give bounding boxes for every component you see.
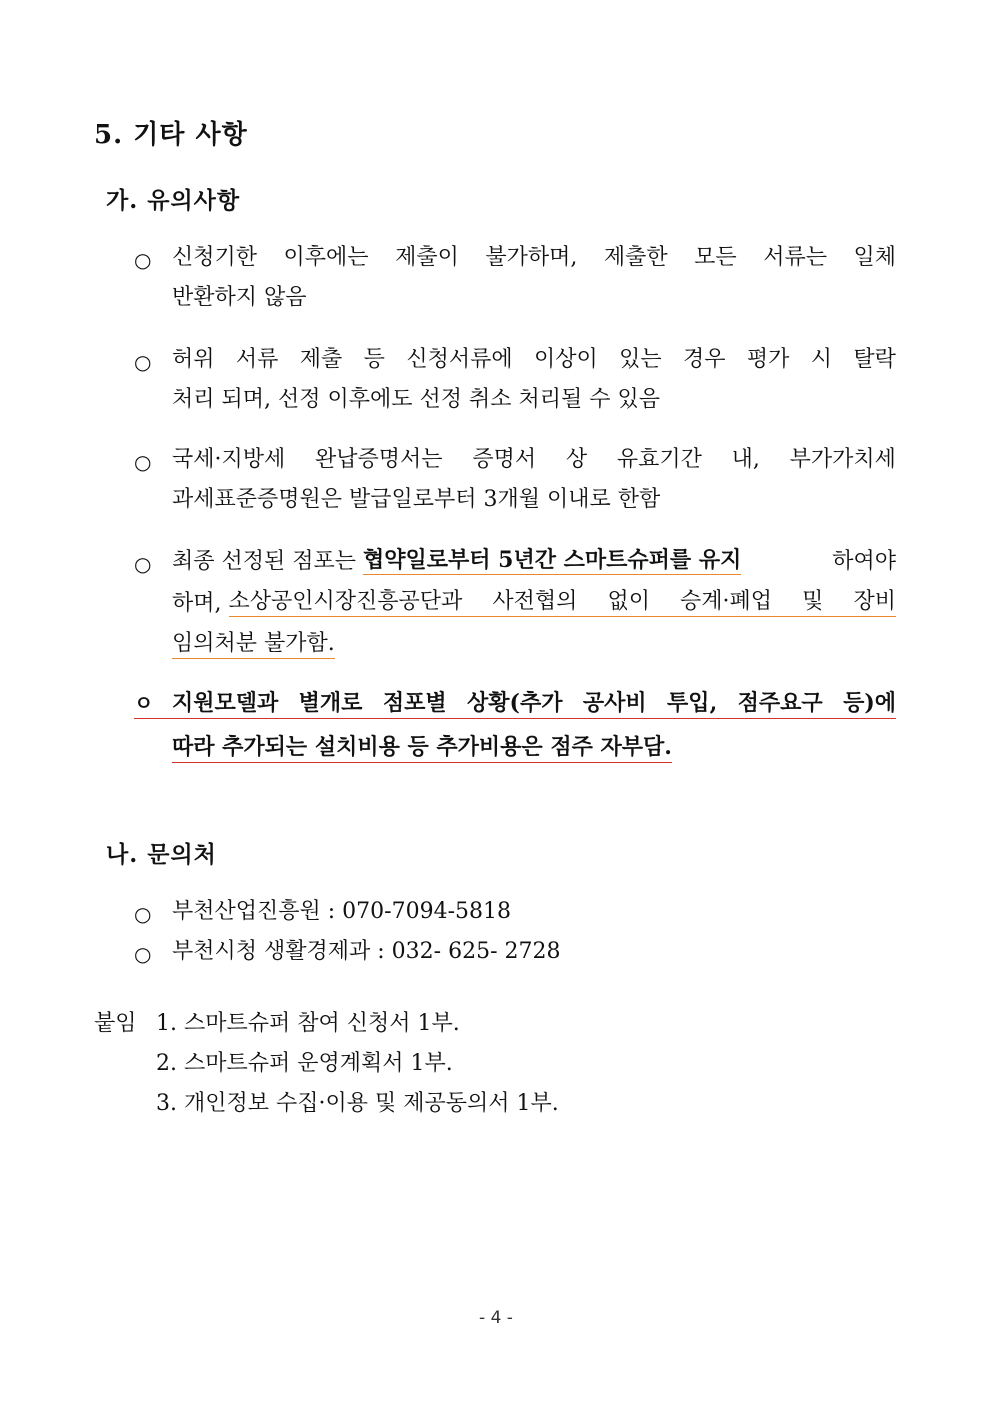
contact-item-2: 부천시청 생활경제과 : 032- 625- 2728 [172, 939, 561, 964]
notice-item-2-line2: 처리 되며, 선정 이후에도 선정 취소 처리될 수 있음 [172, 387, 660, 412]
contact-item-1: 부천산업진흥원 : 070-7094-5818 [172, 899, 511, 924]
attachment-item-3: 3. 개인정보 수집·이용 및 제공동의서 1부. [156, 1091, 559, 1116]
bullet: ○ [134, 552, 152, 576]
word: 서류는 [763, 245, 827, 270]
self-pay-notice: 따라 추가되는 설치비용 등 추가비용은 점주 자부담. [172, 732, 672, 763]
subsection-b-title: 나. 문의처 [106, 841, 217, 868]
word: 탈락 [853, 347, 896, 372]
notice-item-1-line2: 반환하지 않음 [172, 285, 307, 310]
subsection-a-title: 가. 유의사항 [106, 187, 241, 214]
word: 유효기간 [616, 447, 702, 472]
bullet: ○ [134, 902, 152, 926]
notice-item-3-line1 [172, 440, 896, 480]
attachments-label: 붙임 [94, 1011, 137, 1036]
word: 일체 [853, 245, 896, 270]
notice-item-4-line1 [172, 542, 896, 582]
retention-requirement: 협약일로부터 5년간 스마트슈퍼를 유지 [363, 547, 742, 573]
word: 제출이 [395, 245, 459, 270]
section-title: 5. 기타 사항 [94, 120, 248, 150]
notice-item-3-line2: 과세표준증명원은 발급일로부터 3개월 이내로 한함 [172, 487, 661, 512]
bullet: ○ [134, 350, 152, 374]
line1-post: 하여야 [832, 549, 896, 574]
notice-item-4-line2 [172, 584, 896, 624]
word: 상 [565, 447, 588, 472]
bullet: ○ [134, 248, 152, 272]
word: 모든 [694, 245, 737, 270]
word: 평가 [746, 347, 790, 372]
attachment-item-2: 2. 스마트슈퍼 운영계획서 1부. [156, 1051, 453, 1076]
notice-item-4-line3 [172, 624, 335, 664]
word: 서류 [235, 347, 279, 372]
word: 제출한 [603, 245, 668, 270]
bullet: ○ [134, 450, 152, 474]
word: 제출 [299, 347, 343, 372]
word: 시 [810, 347, 833, 372]
word: 등 [363, 347, 385, 372]
word: 증명서 [472, 447, 537, 472]
word: 경우 [682, 347, 726, 372]
notice-item-1-line1 [172, 238, 896, 278]
word: 신청서류에 [406, 347, 513, 372]
line1-text: 지원모델과 별개로 점포별 상황(추가 공사비 투입, 점주요구 등)에 [172, 690, 896, 716]
attachment-item-1: 1. 스마트슈퍼 참여 신청서 1부. [156, 1011, 460, 1036]
word: 이상이 [533, 347, 598, 372]
bullet: ㅇ [134, 691, 154, 715]
bullet: ○ [134, 942, 152, 966]
word: 이후에는 [283, 245, 369, 270]
word: 완납증명서는 [315, 447, 443, 472]
word: 부가가치세 [789, 447, 896, 472]
prohibition-underlined: 소상공인시장진흥공단과 사전협의 없이 승계·폐업 및 장비 [229, 588, 897, 617]
line2-pre: 하며, [172, 591, 229, 616]
word: 허위 [172, 347, 215, 372]
word: 있는 [619, 347, 662, 372]
word: 불가하며, [485, 245, 578, 270]
notice-item-5-line2 [172, 728, 672, 768]
notice-item-5-line1 [134, 686, 896, 719]
word: 국세·지방세 [172, 447, 286, 472]
word: 내, [731, 447, 760, 472]
word: 신청기한 [172, 245, 258, 270]
prohibition-underlined-end: 임의처분 불가함. [172, 630, 335, 659]
additional-cost-notice [134, 688, 896, 719]
page-number: - 4 - [479, 1308, 513, 1328]
notice-item-2-line1 [172, 340, 896, 380]
line1-pre: 최종 선정된 점포는 [172, 549, 363, 574]
